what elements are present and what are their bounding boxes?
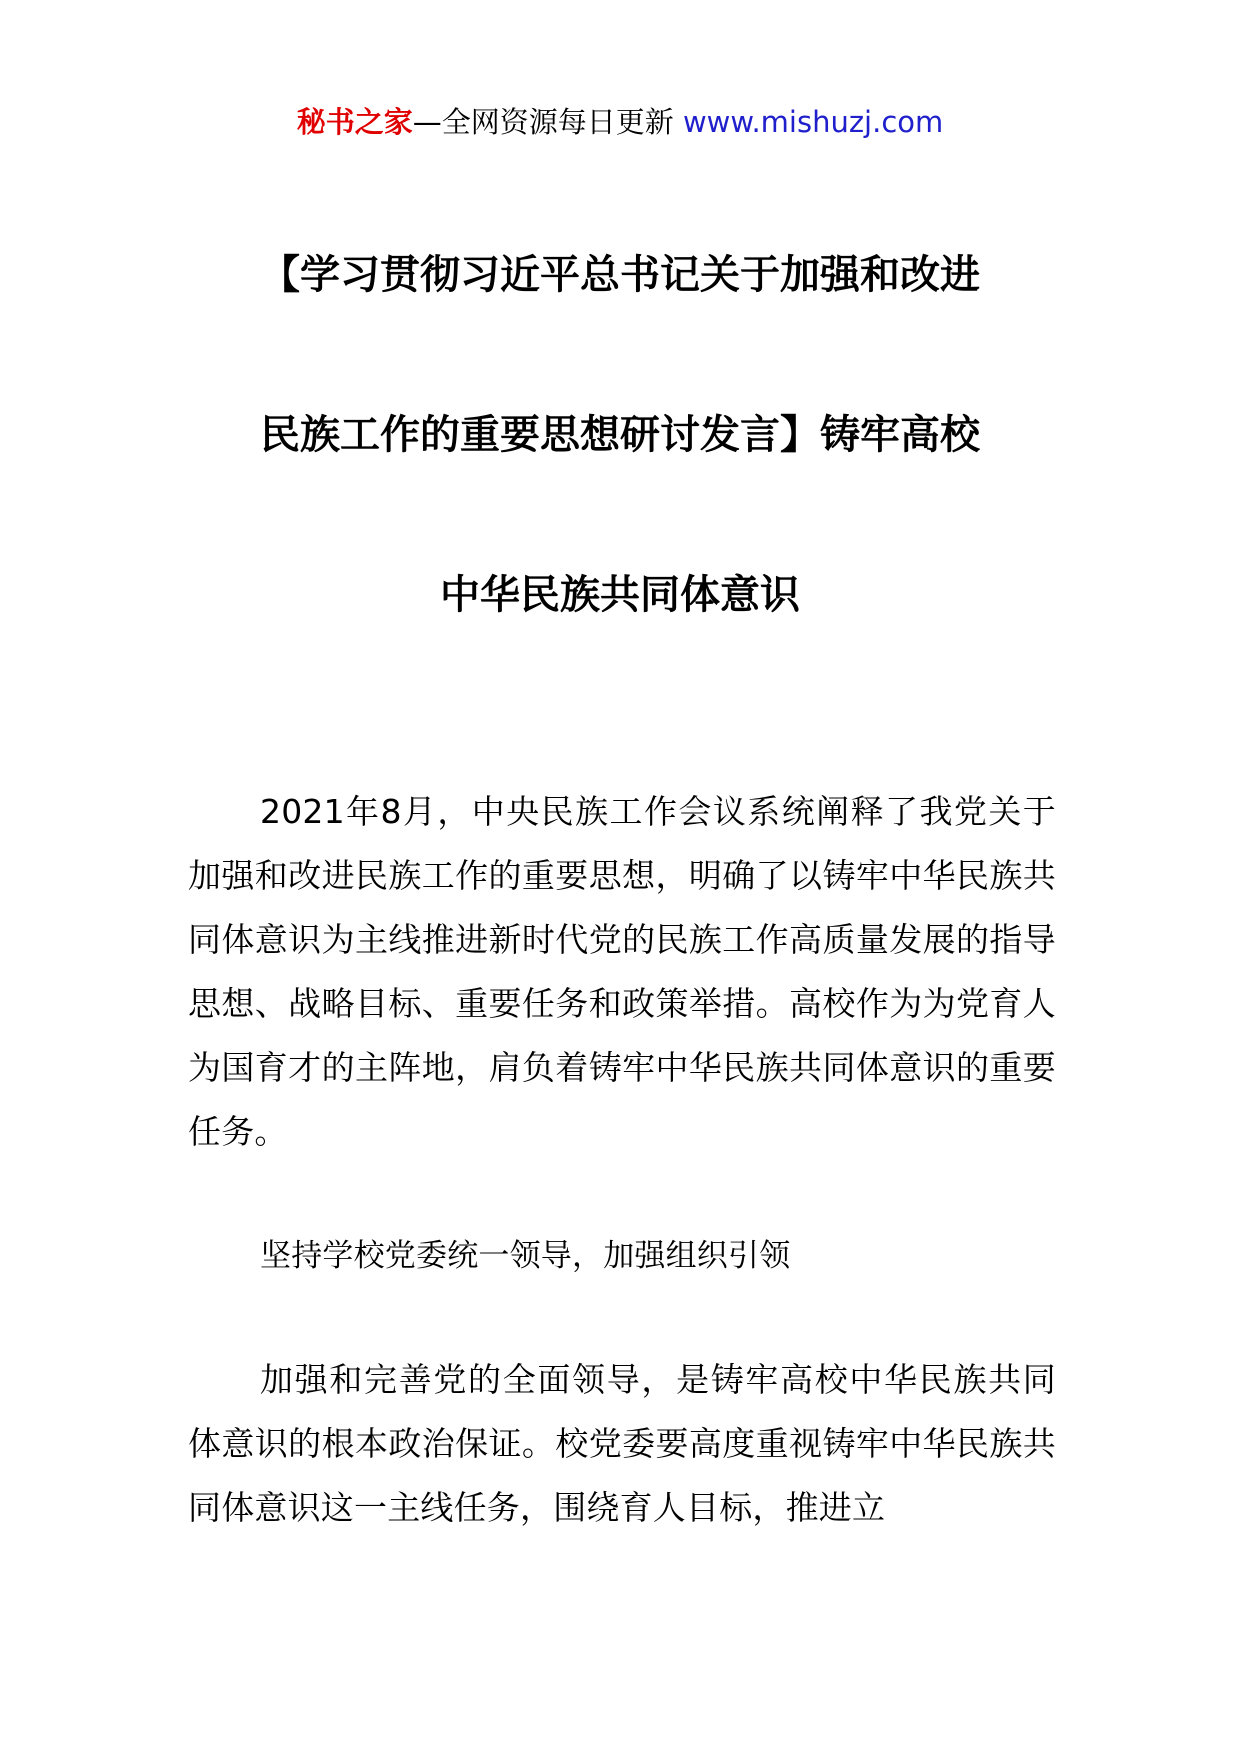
brand-name: 秘书之家 <box>296 105 413 139</box>
title-line-2: 民族工作的重要思想研讨发言】铸牢高校 <box>260 412 980 458</box>
site-header <box>0 102 1240 142</box>
body-paragraph-1: 2021年8月，中央民族工作会议系统阐释了我党关于加强和改进民族工作的重要思想，明确了以铸牢中华民族共同体意识为主线推进新时代党的民族工作高质量发展的指导思想、战略目标、重要任务和政策举措。高校作为为党育人为国育才的主阵地，肩负着铸牢中华民族共同体意识的重要任务。 <box>188 792 1056 1151</box>
header-tagline: —全网资源每日更新 <box>412 105 674 139</box>
site-url-link[interactable]: www.mishuzj.com <box>682 105 944 139</box>
document-title <box>140 195 1100 675</box>
section-subheading-1: 坚持学校党委统一领导，加强组织引领 <box>260 1238 791 1274</box>
title-line-1: 【学习贯彻习近平总书记关于加强和改进 <box>260 252 980 298</box>
document-body <box>188 780 1056 1540</box>
title-line-3: 中华民族共同体意识 <box>440 572 800 618</box>
body-paragraph-2: 加强和完善党的全面领导，是铸牢高校中华民族共同体意识的根本政治保证。校党委要高度重视铸牢中华民族共同体意识这一主线任务，围绕育人目标，推进立 <box>188 1360 1056 1527</box>
